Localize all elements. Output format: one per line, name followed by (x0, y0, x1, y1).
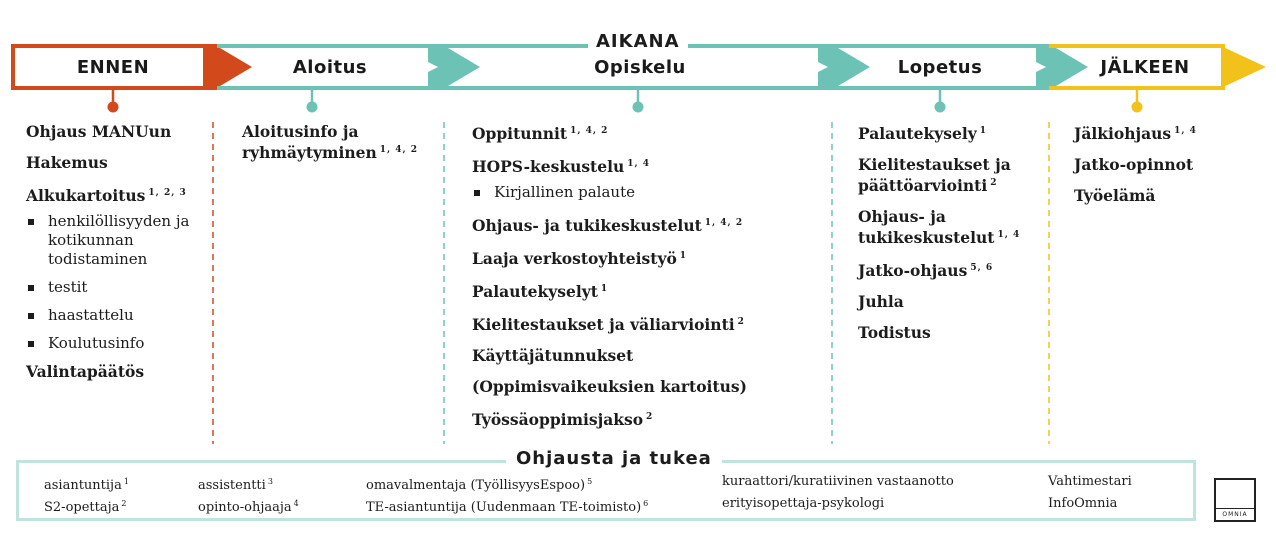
lopetus-item: Todistus (858, 323, 931, 342)
phase-aloitus: Aloitus (292, 57, 368, 78)
role-item: InfoOmnia (1048, 496, 1118, 511)
ennen-subitem: haastattelu (26, 306, 206, 325)
ennen-item: Alkukartoitus $^{1, 2, 3}$ (26, 186, 187, 205)
chevron-2 (818, 48, 870, 86)
column-jalkeen (1074, 122, 1254, 217)
opiskelu-item: Palautekyselyt $^1$ (472, 282, 609, 301)
ennen-item: Valintapäätös (26, 362, 145, 381)
phase-ennen: ENNEN (76, 57, 150, 78)
aloitus-pin (307, 102, 318, 113)
role-item: opinto-ohjaaja $^4$ (198, 499, 300, 515)
jalkeen-item: Työelämä (1074, 186, 1156, 205)
role-item: S2-opettaja $^2$ (44, 499, 128, 515)
lopetus-item: Palautekysely $^1$ (858, 124, 987, 143)
role-item: erityisopettaja-psykologi (722, 496, 885, 511)
ennen-pin (108, 102, 119, 113)
jalkeen-pin (1132, 102, 1143, 113)
aloitus-item: Aloitusinfo ja ryhmäytyminen $^{1, 4, 2}$ (242, 122, 419, 162)
opiskelu-subitem: Kirjallinen palaute (472, 183, 824, 202)
column-lopetus (858, 122, 1044, 354)
opiskelu-item: Ohjaus- ja tukikeskustelut $^{1, 4, 2}$ (472, 216, 744, 235)
role-item: asiantuntija $^1$ (44, 477, 130, 493)
opiskelu-item: (Oppimisvaikeuksien kartoitus) (472, 377, 747, 396)
lopetus-item: Jatko-ohjaus $^{5, 6}$ (858, 261, 994, 280)
phase-jalkeen: JÄLKEEN (1100, 57, 1190, 78)
role-item: TE-asiantuntija (Uudenmaan TE-toimisto) $^6$ (366, 499, 650, 515)
opiskelu-pin (633, 102, 644, 113)
jalkeen-item: Jatko-opinnot (1074, 155, 1194, 174)
opiskelu-item: Oppitunnit $^{1, 4, 2}$ (472, 124, 609, 143)
opiskelu-item: HOPS-keskustelu $^{1, 4}$ (472, 157, 651, 176)
role-item: omavalmentaja (TyöllisyysEspoo) $^5$ (366, 477, 594, 493)
chevron-1 (428, 48, 480, 86)
phase-lopetus: Lopetus (897, 57, 983, 78)
ennen-subitem: Koulutusinfo (26, 334, 206, 353)
lopetus-item: Kielitestaukset ja päättöarviointi $^2$ (858, 155, 1011, 195)
ennen-subitem: henkilöllisyyden ja kotikunnan todistaminen (26, 212, 206, 269)
column-opiskelu (472, 122, 824, 441)
role-item: kuraattori/kuratiivinen vastaanotto (722, 474, 954, 489)
support-title: Ohjausta ja tukea (506, 448, 722, 469)
opiskelu-item: Käyttäjätunnukset (472, 346, 634, 365)
column-aloitus (242, 122, 438, 174)
ennen-subitem: testit (26, 278, 206, 297)
lopetus-pin (935, 102, 946, 113)
column-ennen (26, 122, 206, 393)
jalkeen-item: Jälkiohjaus $^{1, 4}$ (1074, 124, 1197, 143)
opiskelu-item: Laaja verkostoyhteistyö $^1$ (472, 249, 688, 268)
phase-opiskelu: Opiskelu (594, 57, 686, 78)
omnia-logo: OMNIA (1214, 478, 1256, 522)
ennen-item: Ohjaus MANUun (26, 122, 172, 141)
opiskelu-item: Työssäoppimisjakso $^2$ (472, 410, 654, 429)
lopetus-item: Juhla (858, 292, 904, 311)
role-item: assistentti $^3$ (198, 477, 274, 493)
role-item: Vahtimestari (1048, 474, 1132, 489)
jalkeen-arrowhead (1221, 46, 1266, 88)
jalkeen-notch (1214, 60, 1220, 74)
phase-aikana: AIKANA (588, 31, 688, 52)
opiskelu-item: Kielitestaukset ja väliarviointi $^2$ (472, 315, 745, 334)
ennen-item: Hakemus (26, 153, 108, 172)
lopetus-item: Ohjaus- ja tukikeskustelut $^{1, 4}$ (858, 207, 1021, 247)
